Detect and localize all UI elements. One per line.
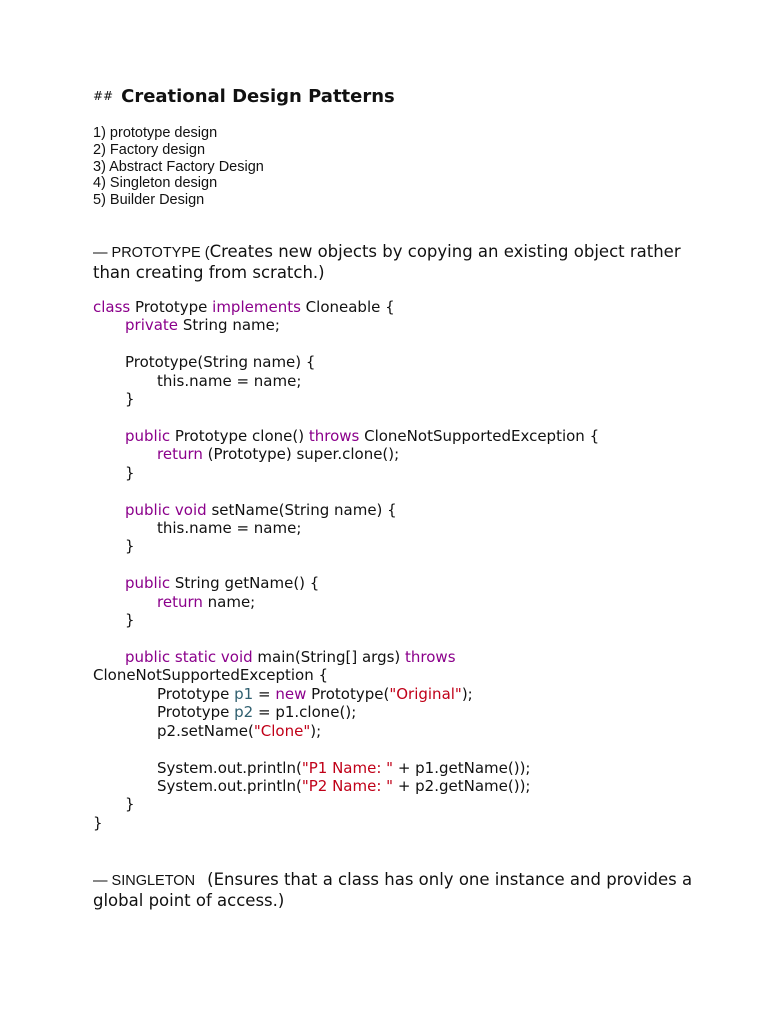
code-keyword: return	[157, 592, 203, 611]
code-text: Cloneable {	[300, 298, 395, 316]
code-keyword: void	[174, 500, 207, 519]
code-text: );	[461, 684, 473, 703]
code-line	[93, 537, 599, 555]
code-text: =	[253, 684, 276, 703]
code-text: this.name = name;	[157, 519, 302, 538]
code-variable: p1	[234, 684, 254, 703]
prototype-description: Creates new objects by copying an existing object rather than creating from scratch.)	[93, 242, 681, 282]
code-line	[93, 409, 599, 427]
prototype-label: — PROTOTYPE (	[93, 245, 210, 261]
code-text: Prototype	[157, 684, 235, 703]
code-line	[93, 593, 599, 611]
code-keyword: public	[125, 574, 171, 593]
list-item: 2) Factory design	[93, 141, 206, 158]
code-line	[93, 298, 599, 316]
section-heading	[93, 86, 395, 107]
code-line	[93, 611, 599, 629]
code-line	[93, 814, 599, 832]
code-line	[93, 372, 599, 390]
singleton-label: — SINGLETON	[93, 873, 208, 889]
code-text: (Prototype) super.clone();	[202, 445, 400, 464]
code-string: "Original"	[389, 684, 462, 703]
code-text: Prototype	[157, 703, 235, 722]
code-line	[93, 519, 599, 537]
code-line	[93, 501, 599, 519]
code-text: }	[125, 795, 135, 814]
code-line	[93, 777, 599, 795]
code-line	[93, 759, 599, 777]
code-text: );	[310, 721, 322, 740]
code-block	[93, 298, 599, 832]
code-text: Prototype clone()	[170, 426, 309, 445]
code-line	[93, 482, 599, 500]
list-item: 1) prototype design	[93, 125, 218, 141]
code-text: = p1.clone();	[253, 703, 357, 722]
code-text: Prototype(String name) {	[125, 353, 316, 372]
code-text: String getName() {	[170, 574, 320, 593]
code-text: p2.setName(	[157, 721, 254, 740]
code-line	[93, 630, 599, 648]
code-text: setName(String name) {	[206, 500, 397, 519]
singleton-description: (Ensures that a class has only one instance and provides a global point of access.)	[93, 870, 693, 910]
code-text: }	[125, 611, 135, 630]
code-line	[93, 445, 599, 463]
code-keyword: implements	[212, 298, 301, 316]
list-item: 4) Singleton design	[93, 175, 218, 192]
code-text: CloneNotSupportedException {	[93, 666, 329, 685]
code-keyword: throws	[405, 648, 456, 667]
code-text: }	[125, 463, 135, 482]
code-line	[93, 335, 599, 353]
list-item: 3) Abstract Factory Design	[93, 158, 264, 175]
code-line	[93, 316, 599, 334]
code-keyword: public	[125, 500, 171, 519]
code-line	[93, 722, 599, 740]
code-keyword: new	[275, 684, 307, 703]
code-text: main(String[] args)	[252, 648, 406, 667]
code-line	[93, 574, 599, 592]
code-keyword: private	[125, 316, 179, 335]
code-keyword: public	[125, 648, 171, 667]
code-keyword: throws	[308, 426, 360, 445]
code-line	[93, 556, 599, 574]
code-line	[93, 740, 599, 758]
code-keyword: class	[93, 298, 131, 316]
code-line	[93, 685, 599, 703]
code-text: this.name = name;	[157, 371, 302, 390]
code-variable: p2	[234, 703, 254, 722]
heading-hash: ##	[93, 89, 114, 103]
list-item: 5) Builder Design	[93, 192, 205, 209]
code-text: }	[125, 537, 135, 556]
code-text: name;	[202, 592, 256, 611]
code-string: "P2 Name: "	[301, 776, 394, 795]
code-line	[93, 390, 599, 408]
code-text: }	[93, 813, 103, 832]
code-text: System.out.println(	[157, 776, 302, 795]
code-text: Prototype(	[306, 684, 390, 703]
code-string: "Clone"	[253, 721, 311, 740]
code-keyword: void	[220, 648, 253, 667]
code-line	[93, 427, 599, 445]
code-text: String name;	[178, 316, 280, 335]
code-line	[93, 648, 599, 666]
code-line	[93, 795, 599, 813]
singleton-section	[93, 870, 693, 911]
code-keyword: static	[174, 648, 217, 667]
code-text: }	[125, 390, 135, 409]
code-text: CloneNotSupportedException {	[359, 426, 600, 445]
code-text: + p2.getName());	[393, 776, 531, 795]
code-line	[93, 353, 599, 371]
code-line	[93, 464, 599, 482]
pattern-list	[93, 125, 264, 209]
code-string: "P1 Name: "	[301, 758, 394, 777]
prototype-section	[93, 242, 693, 283]
code-keyword: return	[157, 445, 203, 464]
code-line	[93, 703, 599, 721]
code-text: + p1.getName());	[393, 758, 531, 777]
code-line	[93, 666, 599, 684]
code-text: Prototype	[130, 298, 213, 316]
code-text: System.out.println(	[157, 758, 302, 777]
code-keyword: public	[125, 426, 171, 445]
page-title: Creational Design Patterns	[121, 86, 395, 107]
